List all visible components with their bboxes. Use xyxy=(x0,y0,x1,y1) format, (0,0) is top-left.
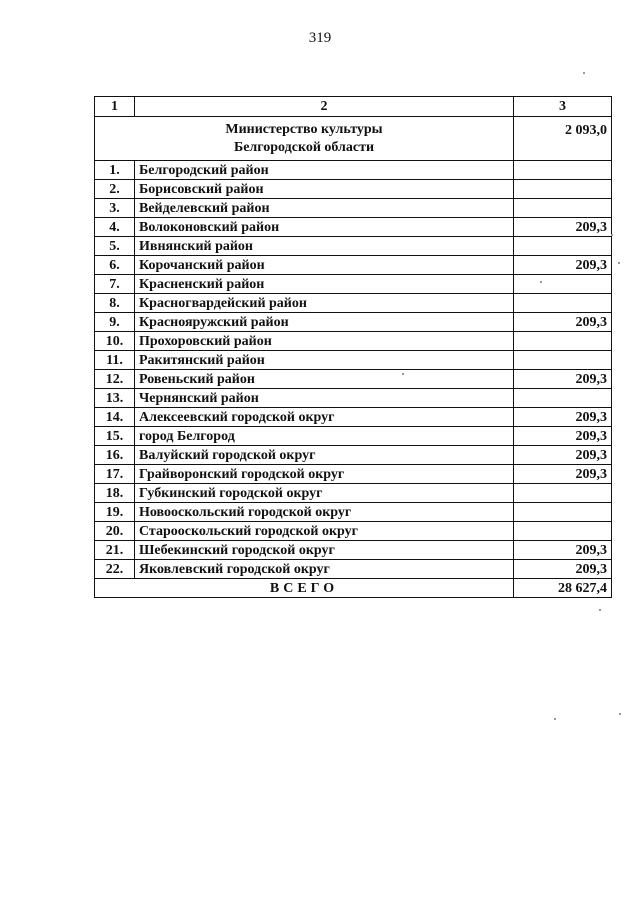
table-row xyxy=(95,560,612,579)
row-number: 18. xyxy=(95,484,135,503)
row-value: 209,3 xyxy=(514,256,612,275)
table-row xyxy=(95,237,612,256)
table-row xyxy=(95,161,612,180)
scan-speck xyxy=(540,281,542,283)
row-name: Ровеньский район xyxy=(135,370,514,389)
row-number: 4. xyxy=(95,218,135,237)
row-number: 1. xyxy=(95,161,135,180)
table-row xyxy=(95,427,612,446)
table-row xyxy=(95,313,612,332)
table-row xyxy=(95,541,612,560)
scan-speck xyxy=(618,262,620,264)
allocation-table xyxy=(94,96,612,598)
header-col-1: 1 xyxy=(95,97,135,117)
row-number: 10. xyxy=(95,332,135,351)
table-row xyxy=(95,503,612,522)
row-number: 8. xyxy=(95,294,135,313)
table-row xyxy=(95,180,612,199)
row-number: 2. xyxy=(95,180,135,199)
row-name: Прохоровский район xyxy=(135,332,514,351)
row-name: Шебекинский городской округ xyxy=(135,541,514,560)
page-number: 319 xyxy=(308,30,332,46)
row-name: Ракитянский район xyxy=(135,351,514,370)
organization-value: 2 093,0 xyxy=(514,117,612,161)
organization-name xyxy=(95,117,514,161)
row-value xyxy=(514,237,612,256)
table-row xyxy=(95,484,612,503)
organization-line-2: Белгородской области xyxy=(233,139,375,155)
table-row xyxy=(95,294,612,313)
scan-speck xyxy=(402,373,404,375)
row-value xyxy=(514,484,612,503)
row-name: Губкинский городской округ xyxy=(135,484,514,503)
row-value: 209,3 xyxy=(514,408,612,427)
row-number: 13. xyxy=(95,389,135,408)
row-value xyxy=(514,294,612,313)
row-name: Вейделевский район xyxy=(135,199,514,218)
row-name: Красногвардейский район xyxy=(135,294,514,313)
table-row xyxy=(95,446,612,465)
row-name: Новооскольский городской округ xyxy=(135,503,514,522)
row-value xyxy=(514,180,612,199)
row-value: 209,3 xyxy=(514,370,612,389)
row-name: Корочанский район xyxy=(135,256,514,275)
table-row xyxy=(95,351,612,370)
table-row xyxy=(95,199,612,218)
row-name: Алексеевский городской округ xyxy=(135,408,514,427)
row-number: 7. xyxy=(95,275,135,294)
organization-line-1: Министерство культуры xyxy=(225,121,383,137)
row-number: 11. xyxy=(95,351,135,370)
row-number: 20. xyxy=(95,522,135,541)
row-name: Старооскольский городской округ xyxy=(135,522,514,541)
table-row xyxy=(95,389,612,408)
row-number: 16. xyxy=(95,446,135,465)
row-number: 6. xyxy=(95,256,135,275)
scan-speck xyxy=(554,718,556,720)
row-name: Валуйский городской округ xyxy=(135,446,514,465)
scan-speck xyxy=(583,72,585,74)
row-number: 12. xyxy=(95,370,135,389)
organization-row xyxy=(95,117,612,161)
row-value xyxy=(514,332,612,351)
table-row xyxy=(95,332,612,351)
table-row xyxy=(95,275,612,294)
row-number: 21. xyxy=(95,541,135,560)
table-row xyxy=(95,408,612,427)
row-number: 3. xyxy=(95,199,135,218)
row-value: 209,3 xyxy=(514,541,612,560)
row-value xyxy=(514,161,612,180)
row-name: Краснояружский район xyxy=(135,313,514,332)
total-row xyxy=(95,579,612,598)
row-name: Борисовский район xyxy=(135,180,514,199)
row-value: 209,3 xyxy=(514,218,612,237)
header-col-3: 3 xyxy=(514,97,612,117)
header-row xyxy=(95,97,612,117)
row-name: Белгородский район xyxy=(135,161,514,180)
row-name: Яковлевский городской округ xyxy=(135,560,514,579)
row-number: 17. xyxy=(95,465,135,484)
table-row xyxy=(95,465,612,484)
row-name: Ивнянский район xyxy=(135,237,514,256)
row-number: 14. xyxy=(95,408,135,427)
row-name: Волоконовский район xyxy=(135,218,514,237)
row-value: 209,3 xyxy=(514,313,612,332)
table-row xyxy=(95,256,612,275)
row-name: город Белгород xyxy=(135,427,514,446)
row-name: Чернянский район xyxy=(135,389,514,408)
row-number: 22. xyxy=(95,560,135,579)
row-value: 209,3 xyxy=(514,560,612,579)
table-row xyxy=(95,370,612,389)
row-value xyxy=(514,522,612,541)
scan-speck xyxy=(611,234,613,236)
row-number: 9. xyxy=(95,313,135,332)
header-col-2: 2 xyxy=(135,97,514,117)
row-number: 15. xyxy=(95,427,135,446)
total-label: ВСЕГО xyxy=(95,579,514,598)
row-value xyxy=(514,351,612,370)
scan-speck xyxy=(619,713,621,715)
row-value: 209,3 xyxy=(514,446,612,465)
row-name: Грайворонский городской округ xyxy=(135,465,514,484)
total-value: 28 627,4 xyxy=(514,579,612,598)
row-value xyxy=(514,503,612,522)
row-value xyxy=(514,389,612,408)
row-value: 209,3 xyxy=(514,465,612,484)
row-value: 209,3 xyxy=(514,427,612,446)
row-value xyxy=(514,275,612,294)
scan-speck xyxy=(599,609,601,611)
row-value xyxy=(514,199,612,218)
table-row xyxy=(95,522,612,541)
row-number: 5. xyxy=(95,237,135,256)
row-number: 19. xyxy=(95,503,135,522)
row-name: Красненский район xyxy=(135,275,514,294)
table-row xyxy=(95,218,612,237)
